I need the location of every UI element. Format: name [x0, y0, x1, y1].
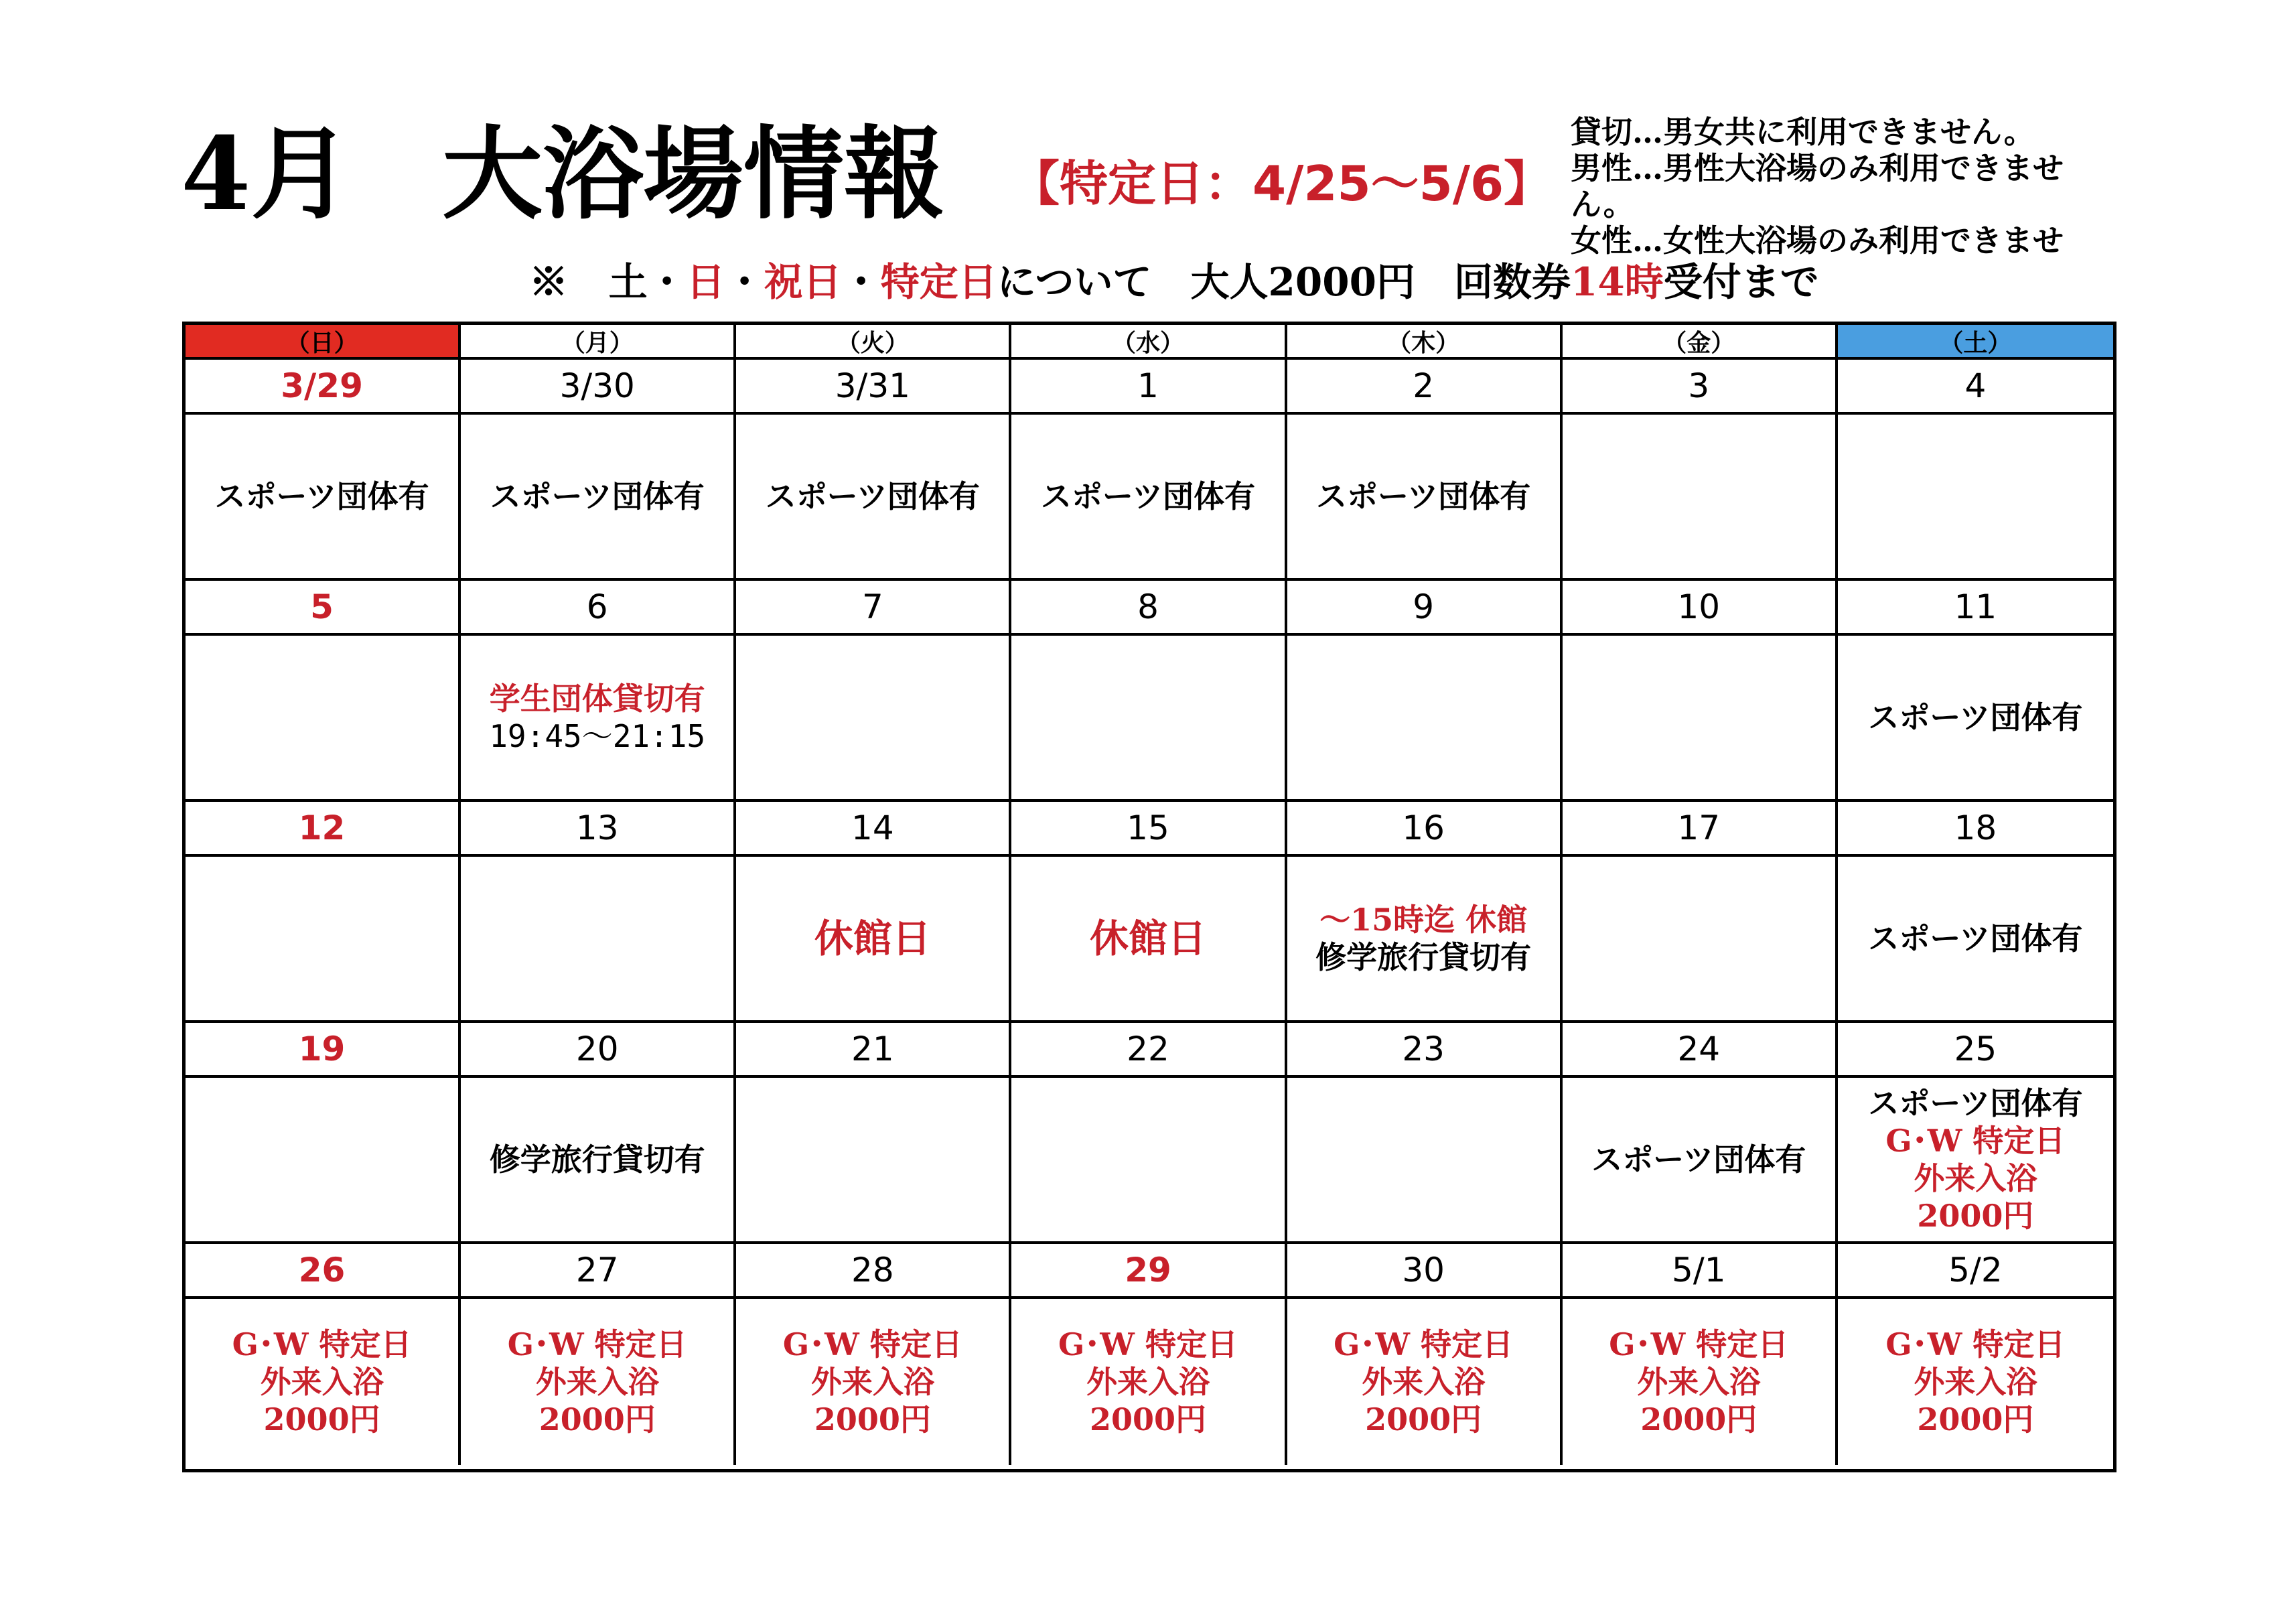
notice-mark: ※	[529, 259, 569, 305]
legend-item-male: 男性…男性大浴場のみ利用できません。	[1571, 150, 2064, 222]
date-number: 11	[1838, 581, 2113, 636]
date-number: 20	[461, 1023, 736, 1078]
event-line: 外来入浴	[1362, 1364, 1486, 1400]
event-line: G･W 特定日	[1058, 1326, 1238, 1363]
date-number: 6	[461, 581, 736, 636]
date-number: 5/1	[1563, 1244, 1838, 1299]
day-events-cell	[1838, 1078, 2113, 1244]
weekday-header: （水）	[1011, 325, 1287, 360]
weekday-header: （火）	[736, 325, 1011, 360]
date-number: 4	[1838, 360, 2113, 415]
date-number: 15	[1011, 802, 1287, 857]
notice-special-day: 特定日	[880, 259, 997, 305]
date-number: 3/29	[186, 360, 461, 415]
day-events-cell	[1287, 857, 1563, 1023]
event-line: 修学旅行貸切有	[1315, 939, 1532, 975]
event-line: スポーツ団体有	[1316, 478, 1531, 514]
day-events-cell	[186, 857, 461, 1023]
weekday-header: （日）	[186, 325, 461, 360]
date-number: 3/30	[461, 360, 736, 415]
day-events-cell	[1563, 857, 1838, 1023]
day-events-cell	[1838, 415, 2113, 581]
event-line: 2000円	[263, 1401, 380, 1438]
event-line: スポーツ団体有	[1040, 478, 1256, 514]
special-period-label: 【特定日：4/25～5/6】	[1011, 155, 1553, 212]
weekday-header: （土）	[1838, 325, 2113, 360]
event-line: 休館日	[1089, 916, 1206, 961]
date-number: 8	[1011, 581, 1287, 636]
day-events-cell	[736, 1078, 1011, 1244]
notice-dot: ・	[725, 259, 764, 305]
notice-until: 受付まで	[1663, 259, 1819, 305]
event-line: 修学旅行貸切有	[489, 1141, 705, 1178]
date-number: 10	[1563, 581, 1838, 636]
weekday-header: （月）	[461, 325, 736, 360]
date-number: 17	[1563, 802, 1838, 857]
day-events-cell	[186, 636, 461, 802]
day-events-cell	[736, 636, 1011, 802]
event-line: G･W 特定日	[1885, 1123, 2066, 1159]
date-number: 28	[736, 1244, 1011, 1299]
event-line: 2000円	[1917, 1198, 2034, 1234]
day-events-cell	[1011, 636, 1287, 802]
weekday-header: （金）	[1563, 325, 1838, 360]
date-number: 16	[1287, 802, 1563, 857]
event-line: スポーツ団体有	[765, 478, 980, 514]
date-number: 29	[1011, 1244, 1287, 1299]
date-number: 25	[1838, 1023, 2113, 1078]
event-line: スポーツ団体有	[214, 478, 429, 514]
event-line: スポーツ団体有	[490, 478, 705, 514]
notice-time: 14時	[1570, 259, 1664, 305]
date-number: 3/31	[736, 360, 1011, 415]
date-number: 9	[1287, 581, 1563, 636]
date-number: 5/2	[1838, 1244, 2113, 1299]
legend-item-reserved: 貸切…男女共に利用できません。	[1571, 114, 2035, 150]
event-line: 外来入浴	[1086, 1364, 1210, 1400]
date-number: 5	[186, 581, 461, 636]
event-line: 外来入浴	[535, 1364, 659, 1400]
event-line: スポーツ団体有	[1868, 699, 2083, 736]
date-number: 30	[1287, 1244, 1563, 1299]
date-number: 13	[461, 802, 736, 857]
event-line: 2000円	[1365, 1401, 1482, 1438]
page-title-month: 4月	[181, 115, 352, 233]
notice-dot: ・	[841, 259, 881, 305]
date-number: 19	[186, 1023, 461, 1078]
day-events-cell	[1838, 636, 2113, 802]
notice-dot: ・	[647, 259, 687, 305]
date-number: 1	[1011, 360, 1287, 415]
event-line: G･W 特定日	[1609, 1326, 1789, 1363]
event-line: G･W 特定日	[1334, 1326, 1514, 1363]
calendar-grid	[182, 322, 2116, 1472]
event-line: 外来入浴	[260, 1364, 384, 1400]
event-line: スポーツ団体有	[1868, 1085, 2083, 1121]
day-events-cell	[1563, 1299, 1838, 1465]
event-line: 2000円	[1089, 1401, 1206, 1438]
event-line: スポーツ団体有	[1591, 1141, 1806, 1178]
date-number: 23	[1287, 1023, 1563, 1078]
event-line: G･W 特定日	[232, 1326, 412, 1363]
event-line: 外来入浴	[1914, 1364, 2037, 1400]
day-events-cell	[1287, 636, 1563, 802]
event-line: 2000円	[1917, 1401, 2034, 1438]
day-events-cell	[461, 857, 736, 1023]
day-events-cell	[1838, 1299, 2113, 1465]
date-number: 12	[186, 802, 461, 857]
event-line: 2000円	[814, 1401, 931, 1438]
event-line: 外来入浴	[1637, 1364, 1761, 1400]
event-line: ～15時迄 休館	[1319, 902, 1528, 938]
event-line: G･W 特定日	[1885, 1326, 2066, 1363]
pricing-notice	[529, 259, 1819, 305]
date-number: 26	[186, 1244, 461, 1299]
day-events-cell	[1011, 857, 1287, 1023]
date-number: 22	[1011, 1023, 1287, 1078]
date-number: 27	[461, 1244, 736, 1299]
event-line: 学生団体貸切有	[489, 681, 705, 717]
day-events-cell	[1563, 636, 1838, 802]
event-line: スポーツ団体有	[1868, 920, 2083, 957]
day-events-cell	[1011, 415, 1287, 581]
event-line: 外来入浴	[1914, 1160, 2037, 1196]
date-number: 2	[1287, 360, 1563, 415]
day-events-cell	[461, 1299, 736, 1465]
event-line: G･W 特定日	[782, 1326, 962, 1363]
legend	[1571, 114, 2093, 259]
day-events-cell	[1011, 1299, 1287, 1465]
event-line: 外来入浴	[810, 1364, 934, 1400]
day-events-cell	[186, 1299, 461, 1465]
day-events-cell	[1838, 857, 2113, 1023]
legend-item-female: 女性…女性大浴場のみ利用できませ	[1571, 222, 2064, 259]
day-events-cell	[736, 1299, 1011, 1465]
day-events-cell	[461, 636, 736, 802]
notice-about: について 大人2000円 回数券	[997, 259, 1571, 305]
date-number: 24	[1563, 1023, 1838, 1078]
date-number: 3	[1563, 360, 1838, 415]
day-events-cell	[1563, 1078, 1838, 1244]
page-title: 大浴場情報	[442, 115, 945, 233]
date-number: 7	[736, 581, 1011, 636]
notice-sunday: 日	[686, 259, 725, 305]
notice-saturday: 土	[608, 259, 648, 305]
day-events-cell	[1287, 415, 1563, 581]
day-events-cell	[461, 1078, 736, 1244]
notice-holiday: 祝日	[764, 259, 842, 305]
day-events-cell	[1287, 1078, 1563, 1244]
day-events-cell	[736, 415, 1011, 581]
event-line: 2000円	[1640, 1401, 1757, 1438]
event-line: G･W 特定日	[507, 1326, 687, 1363]
day-events-cell	[736, 857, 1011, 1023]
date-number: 18	[1838, 802, 2113, 857]
date-number: 21	[736, 1023, 1011, 1078]
day-events-cell	[461, 415, 736, 581]
day-events-cell	[186, 1078, 461, 1244]
event-line: 休館日	[814, 916, 931, 961]
day-events-cell	[1563, 415, 1838, 581]
day-events-cell	[1011, 1078, 1287, 1244]
event-line: 19:45～21:15	[489, 718, 706, 754]
weekday-header: （木）	[1287, 325, 1563, 360]
day-events-cell	[1287, 1299, 1563, 1465]
date-number: 14	[736, 802, 1011, 857]
day-events-cell	[186, 415, 461, 581]
event-line: 2000円	[539, 1401, 656, 1438]
